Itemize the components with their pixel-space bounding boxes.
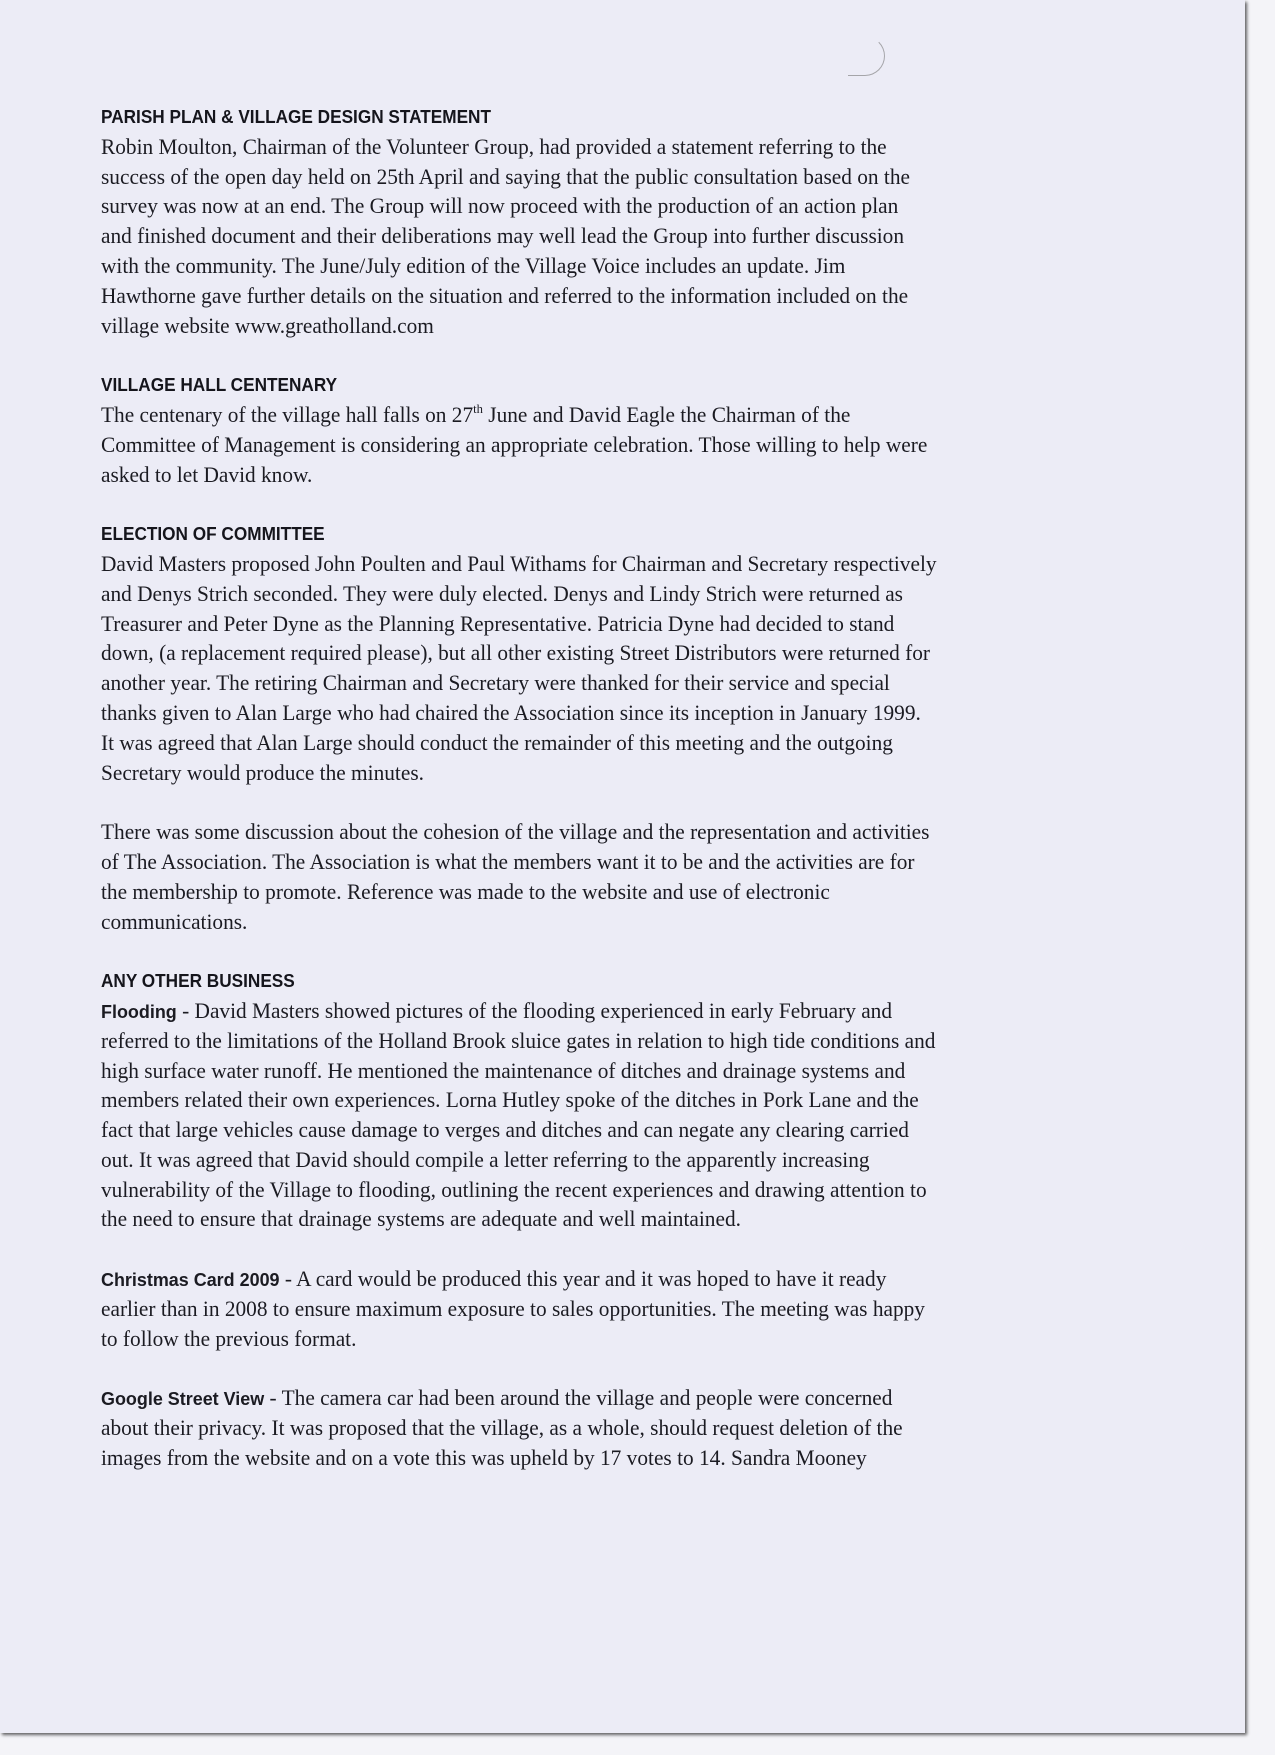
text-line [101, 1204, 1168, 1234]
text-line [101, 996, 1168, 1026]
text-run: about their privacy. It was proposed that the village, as a whole, should request deletion of the [101, 1415, 903, 1441]
text-line [101, 877, 1168, 907]
text-run: survey was now at an end. The Group will now proceed with the production of an action plan [101, 193, 899, 219]
text-line [101, 1085, 1168, 1115]
text-run: down, (a replacement required please), but all other existing Street Distributors were returned for [101, 640, 931, 666]
spacer [101, 787, 1201, 817]
text-run: asked to let David know. [101, 461, 313, 487]
text-line [101, 758, 1168, 788]
section-heading: ANY OTHER BUSINESS [101, 970, 295, 992]
text-run: referred to the limitations of the Holland Brook sluice gates in relation to high tide conditions and [101, 1027, 936, 1053]
text-run: out. It was agreed that David should compile a letter referring to the apparently increasing [101, 1146, 870, 1172]
text-run: June and David Eagle the Chairman of the [482, 401, 851, 427]
text-run: and Denys Strich seconded. They were duly elected. Denys and Lindy Strich were returned as [101, 580, 903, 606]
text-line [101, 281, 1168, 311]
text-run: to follow the previous format. [101, 1325, 357, 1351]
text-run: high surface water runoff. He mentioned the maintenance of ditches and drainage systems and [101, 1057, 906, 1083]
text-run: vulnerability of the Village to flooding, outlining the recent experiences and drawing attention to [101, 1176, 927, 1202]
text-run: and finished document and their deliberations may well lead the Group into further discussion [101, 223, 905, 249]
text-line [101, 1324, 1168, 1354]
text-line [101, 668, 1168, 698]
text-run: of The Association. The Association is what the members want it to be and the activities are for [101, 848, 915, 874]
text-run: images from the website and on a vote this was upheld by 17 votes to 14. Sandra Mooney [101, 1444, 867, 1470]
text-line [101, 1145, 1168, 1175]
item-title: Google Street View [101, 1388, 265, 1410]
text-run: communications. [101, 908, 248, 934]
text-line [101, 430, 1168, 460]
text-run: The centenary of the village hall falls on 27 [101, 401, 474, 427]
text-line [101, 162, 1168, 192]
text-run: earlier than in 2008 to ensure maximum exposure to sales opportunities. The meeting was happy [101, 1295, 925, 1321]
text-run: Committee of Management is considering an appropriate celebration. Those willing to help were [101, 431, 928, 457]
text-line [101, 132, 1168, 162]
text-run: Secretary would produce the minutes. [101, 759, 424, 785]
text-run: - David Masters showed pictures of the flooding experienced in early February and [176, 997, 893, 1023]
text-run: Hawthorne gave further details on the situation and referred to the information included on the [101, 282, 909, 308]
scan-mark [848, 36, 885, 76]
text-run: It was agreed that Alan Large should conduct the remainder of this meeting and the outgoing [101, 729, 893, 755]
text-run: - A card would be produced this year and it was hoped to have it ready [279, 1266, 887, 1292]
text-run: success of the open day held on 25th April and saying that the public consultation based on the [101, 163, 910, 189]
text-line [101, 1175, 1168, 1205]
text-run: Robin Moulton, Chairman of the Volunteer Group, had provided a statement referring to the [101, 133, 887, 159]
text-line [101, 609, 1168, 639]
text-line [101, 1413, 1168, 1443]
text-run: with the community. The June/July edition of the Village Voice includes an update. Jim [101, 252, 846, 278]
spacer [101, 489, 1201, 519]
text-line [101, 817, 1168, 847]
section-heading: ELECTION OF COMMITTEE [101, 523, 325, 545]
text-line [101, 251, 1168, 281]
text-line [101, 1443, 1168, 1473]
text-line [101, 221, 1168, 251]
superscript: th [473, 400, 483, 416]
text-run: another year. The retiring Chairman and Secretary were thanked for their service and special [101, 670, 890, 696]
text-line [101, 1026, 1168, 1056]
document-body [101, 102, 1201, 1473]
text-run: village website www.greatholland.com [101, 312, 434, 338]
text-run: thanks given to Alan Large who had chaired the Association since its inception in January 1999. [101, 699, 921, 725]
spacer [101, 340, 1201, 370]
text-line [101, 638, 1168, 668]
spacer [101, 936, 1201, 966]
text-run: - The camera car had been around the village and people were concerned [264, 1385, 893, 1411]
text-line [101, 847, 1168, 877]
text-line [101, 728, 1168, 758]
text-run: David Masters proposed John Poulten and Paul Withams for Chairman and Secretary respectively [101, 550, 937, 576]
text-run: There was some discussion about the cohesion of the village and the representation and activities [101, 819, 930, 845]
text-line [101, 698, 1168, 728]
item-title: Christmas Card 2009 [101, 1269, 280, 1291]
text-run: the need to ensure that drainage systems are adequate and well maintained. [101, 1206, 741, 1232]
text-run: members related their own experiences. Lorna Hutley spoke of the ditches in Pork Lane and the [101, 1087, 919, 1113]
text-line [101, 1383, 1168, 1413]
text-run: fact that large vehicles cause damage to verges and ditches and can negate any clearing carried [101, 1117, 909, 1143]
spacer [101, 1353, 1201, 1383]
text-line [101, 1115, 1168, 1145]
text-line [101, 549, 1168, 579]
text-line [101, 311, 1168, 341]
section-heading: VILLAGE HALL CENTENARY [101, 374, 338, 396]
section-heading: PARISH PLAN & VILLAGE DESIGN STATEMENT [101, 106, 492, 127]
item-title: Flooding [101, 1000, 177, 1022]
text-run: the membership to promote. Reference was made to the website and use of electronic [101, 878, 830, 904]
text-line [101, 907, 1168, 937]
text-line [101, 191, 1168, 221]
text-line [101, 1056, 1168, 1086]
spacer [101, 1234, 1201, 1264]
text-line [101, 460, 1168, 490]
text-line [101, 1294, 1168, 1324]
text-line [101, 579, 1168, 609]
text-line [101, 1264, 1168, 1294]
text-line [101, 400, 1168, 430]
text-run: Treasurer and Peter Dyne as the Planning Representative. Patricia Dyne had decided to stand [101, 610, 895, 636]
